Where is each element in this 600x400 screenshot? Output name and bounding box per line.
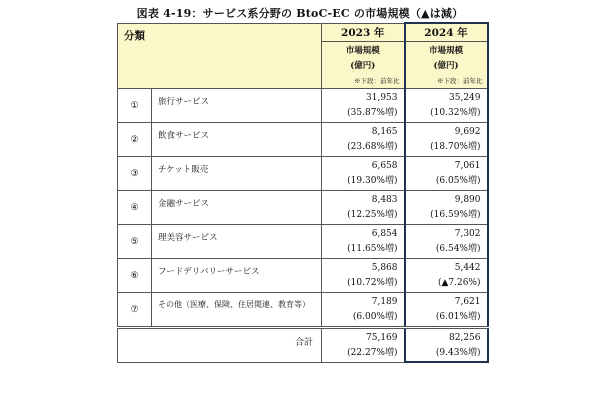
value-2023: 31,953 — [366, 93, 398, 103]
year-2023-header: 2023 年 — [322, 23, 405, 42]
row-number: ① — [118, 89, 152, 123]
growth-2024: (18.70%増) — [430, 142, 481, 152]
value-2024: 5,442 — [454, 263, 481, 273]
cell-2024 — [405, 157, 488, 191]
table-row — [118, 259, 488, 293]
unit-2024-header — [405, 42, 488, 75]
total-growth-2023: (22.27%増) — [347, 348, 398, 358]
growth-2024: (16.59%増) — [430, 210, 481, 220]
growth-2024: (6.54%増) — [435, 244, 481, 254]
row-category: 飲食サービス — [152, 123, 322, 157]
value-2023: 8,165 — [371, 127, 398, 137]
cell-2023 — [322, 157, 405, 191]
growth-2023: (23.68%増) — [347, 142, 398, 152]
row-category: その他（医療、保険、住居関連、教育等） — [152, 293, 322, 328]
table-row — [118, 225, 488, 259]
table-row — [118, 157, 488, 191]
unit-sub-label: (億円) — [433, 61, 459, 71]
total-value-2023: 75,169 — [366, 333, 398, 343]
growth-2024: (6.05%増) — [435, 176, 481, 186]
value-2023: 6,854 — [371, 229, 398, 239]
row-number: ② — [118, 123, 152, 157]
cell-2024 — [405, 259, 488, 293]
cell-2023 — [322, 225, 405, 259]
total-row — [118, 328, 488, 363]
cell-2024 — [405, 293, 488, 328]
row-number: ⑥ — [118, 259, 152, 293]
growth-2023: (35.87%増) — [347, 108, 398, 118]
value-2023: 7,189 — [371, 297, 398, 307]
value-2024: 35,249 — [449, 93, 481, 103]
category-header: 分類 — [118, 23, 322, 89]
note-2023: ※下段：前年比 — [322, 74, 405, 89]
cell-2024 — [405, 191, 488, 225]
row-category: チケット販売 — [152, 157, 322, 191]
cell-2023 — [322, 123, 405, 157]
cell-2024 — [405, 89, 488, 123]
value-2023: 8,483 — [371, 195, 398, 205]
total-cell-2024 — [405, 328, 488, 363]
growth-2023: (6.00%増) — [352, 312, 398, 322]
growth-2023: (19.30%増) — [347, 176, 398, 186]
unit-label: 市場規模 — [345, 46, 380, 56]
row-category: 理美容サービス — [152, 225, 322, 259]
market-size-table — [117, 22, 489, 363]
unit-sub-label: (億円) — [350, 61, 376, 71]
table-row — [118, 89, 488, 123]
value-2024: 7,061 — [454, 161, 481, 171]
total-growth-2024: (9.43%増) — [435, 348, 481, 358]
growth-2023: (11.65%増) — [347, 244, 398, 254]
cell-2024 — [405, 123, 488, 157]
cell-2023 — [322, 89, 405, 123]
growth-2024: (▲7.26%) — [437, 278, 481, 288]
row-number: ⑦ — [118, 293, 152, 328]
table-row — [118, 293, 488, 328]
growth-2023: (12.25%増) — [347, 210, 398, 220]
cell-2023 — [322, 293, 405, 328]
value-2024: 7,621 — [454, 297, 481, 307]
growth-2023: (10.72%増) — [347, 278, 398, 288]
row-number: ⑤ — [118, 225, 152, 259]
cell-2023 — [322, 191, 405, 225]
unit-2023-header — [322, 42, 405, 75]
cell-2023 — [322, 259, 405, 293]
value-2024: 7,302 — [454, 229, 481, 239]
value-2023: 6,658 — [371, 161, 398, 171]
table-row — [118, 123, 488, 157]
growth-2024: (10.32%増) — [430, 108, 481, 118]
row-category: フードデリバリーサービス — [152, 259, 322, 293]
year-2024-header: 2024 年 — [405, 23, 488, 42]
unit-label: 市場規模 — [428, 46, 463, 56]
total-label: 合計 — [118, 328, 322, 363]
note-2024: ※下段：前年比 — [405, 74, 488, 89]
total-value-2024: 82,256 — [449, 333, 481, 343]
growth-2024: (6.01%増) — [435, 312, 481, 322]
total-cell-2023 — [322, 328, 405, 363]
row-category: 金融サービス — [152, 191, 322, 225]
cell-2024 — [405, 225, 488, 259]
row-category: 旅行サービス — [152, 89, 322, 123]
table-row — [118, 191, 488, 225]
value-2024: 9,890 — [454, 195, 481, 205]
value-2023: 5,868 — [371, 263, 398, 273]
row-number: ③ — [118, 157, 152, 191]
table-caption: 図表 4-19：サービス系分野の BtoC-EC の市場規模（▲は減） — [136, 7, 464, 20]
row-number: ④ — [118, 191, 152, 225]
value-2024: 9,692 — [454, 127, 481, 137]
